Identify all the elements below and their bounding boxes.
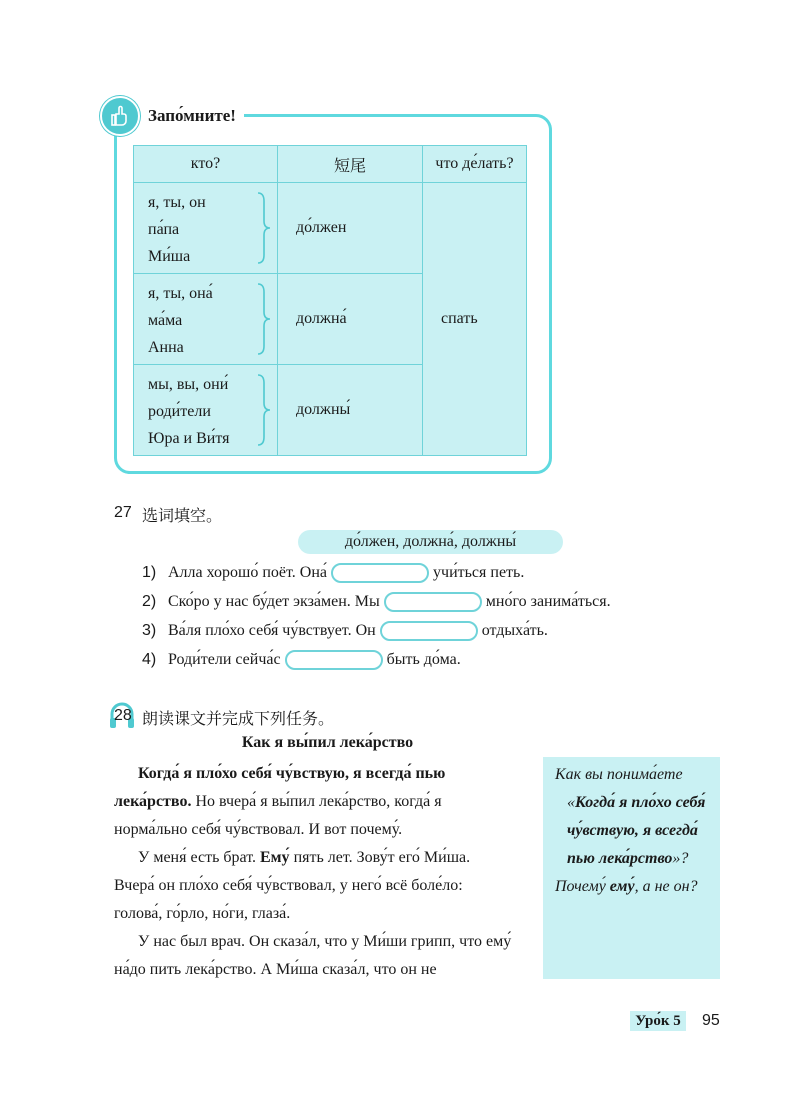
word-bank: до́лжен, должна́, должны́ bbox=[298, 530, 563, 554]
modal-masculine: до́лжен bbox=[278, 183, 423, 274]
pointing-hand-icon bbox=[100, 96, 140, 136]
answer-blank-1[interactable] bbox=[331, 563, 429, 583]
table-row bbox=[134, 183, 527, 274]
brace-icon bbox=[256, 282, 272, 356]
pronoun-list: я, ты, она́ ма́ма Анна bbox=[148, 285, 213, 356]
exercise-28-task: 朗读课文并完成下列任务。 bbox=[142, 709, 335, 728]
pronoun-list: мы, вы, они́ роди́тели Юра и Ви́тя bbox=[148, 376, 230, 447]
brace-icon bbox=[256, 373, 272, 447]
answer-blank-2[interactable] bbox=[384, 592, 482, 612]
paragraph: У нас был врач. Он сказа́л, что у Ми́ши грипп, что ему́ на́до пить лека́рство. А Ми́ша сказа́л, что он не bbox=[114, 933, 512, 978]
exercise-item: 2) Ско́ро у нас бу́дет экза́мен. Мы мно́го занима́ться. bbox=[142, 590, 611, 614]
exercise-27-number: 27 bbox=[114, 504, 132, 521]
verb-cell: спать bbox=[423, 183, 527, 456]
brace-icon bbox=[256, 191, 272, 265]
header-what-to-do: что де́лать? bbox=[423, 146, 527, 183]
exercise-28-number: 28 bbox=[114, 707, 132, 724]
text-title: Как я вы́пил лека́рство bbox=[241, 734, 414, 751]
grammar-table bbox=[133, 145, 527, 456]
exercise-item: 3) Ва́ля пло́хо себя́ чу́вствует. Он отдыха́ть. bbox=[142, 619, 548, 643]
modal-feminine: должна́ bbox=[278, 274, 423, 365]
modal-plural: должны́ bbox=[278, 365, 423, 456]
paragraph: Когда́ я пло́хо себя́ чу́вствую, я всегда́ пью лека́рство. Но вчера́ я вы́пил лека́рство, когда́ я норма́льно себя́ чу́вствовал. И вот почему́. bbox=[114, 765, 446, 838]
pronoun-list: я, ты, он па́па Ми́ша bbox=[148, 194, 206, 265]
remember-title: Запо́мните! bbox=[148, 106, 236, 125]
exercise-27-task: 选词填空。 bbox=[142, 506, 223, 525]
question-box: Как вы понима́ете «Когда́ я пло́хо себя́ чу́вствую, я всегда́ пью лека́рство»? Почему́ ему́, а не он? bbox=[543, 757, 720, 979]
answer-blank-4[interactable] bbox=[285, 650, 383, 670]
page-number: 95 bbox=[702, 1012, 720, 1029]
remember-header bbox=[100, 96, 244, 136]
table-header-row bbox=[134, 146, 527, 183]
reading-text bbox=[114, 760, 514, 984]
header-who: кто? bbox=[134, 146, 278, 183]
header-short-form: 短尾 bbox=[278, 146, 423, 183]
lesson-tag: Уро́к 5 bbox=[630, 1011, 686, 1031]
exercise-item: 4) Роди́тели сейча́с быть до́ма. bbox=[142, 648, 461, 672]
paragraph: У меня́ есть брат. Ему́ пять лет. Зову́т его́ Ми́ша. Вчера́ он пло́хо себя́ чу́вствовал, у него́ всё боле́ло: голова́, го́рло, но́ги, глаза́. bbox=[114, 849, 471, 922]
answer-blank-3[interactable] bbox=[380, 621, 478, 641]
exercise-item: 1) Алла хорошо́ поёт. Она́ учи́ться петь. bbox=[142, 561, 524, 585]
